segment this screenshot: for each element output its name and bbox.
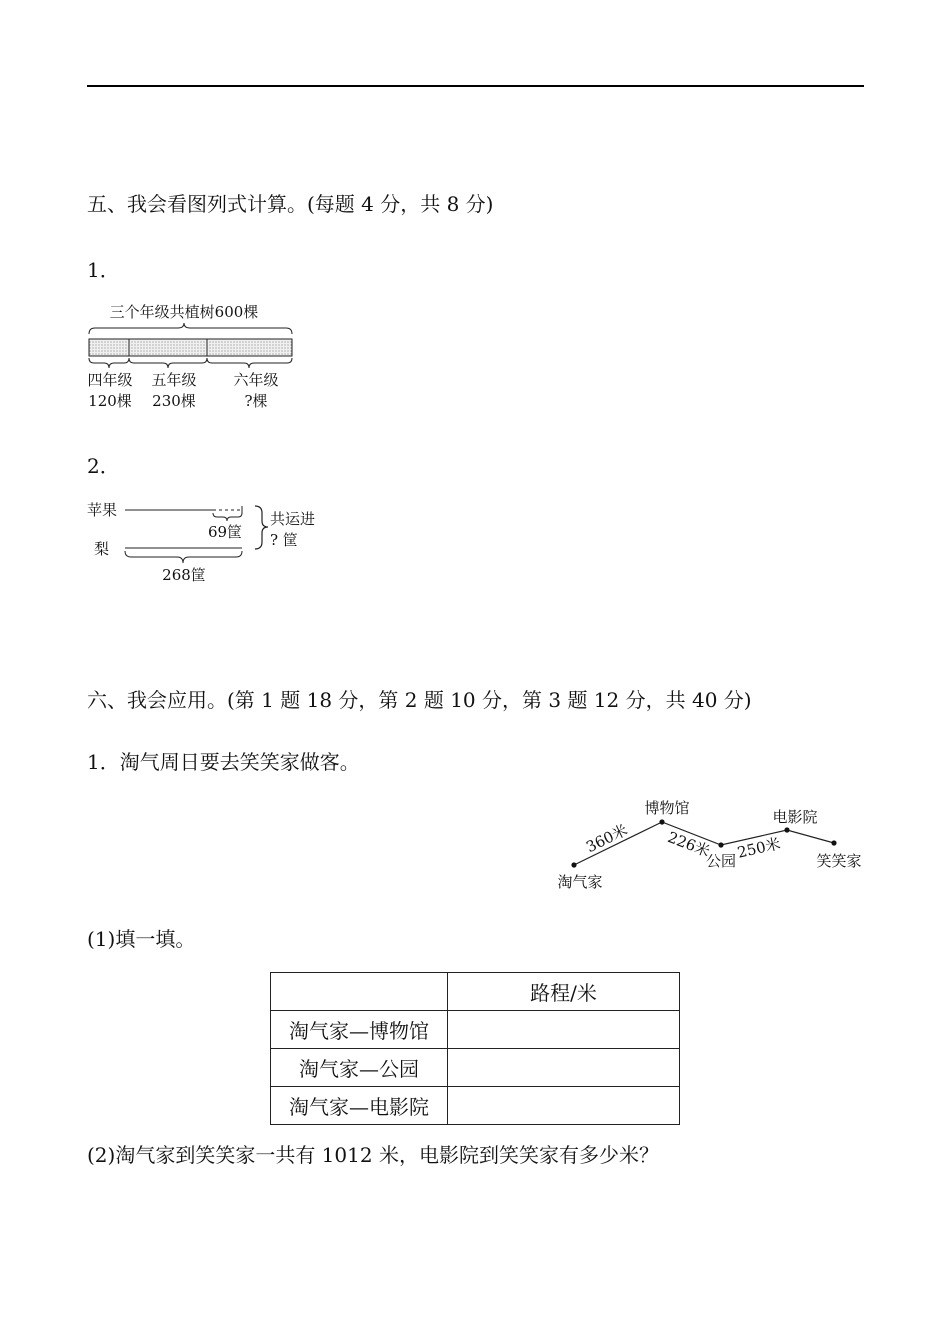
total-trees-label: 三个年级共植树600棵 xyxy=(109,303,259,321)
distance-360: 360米 xyxy=(583,820,631,857)
bar-grade6 xyxy=(207,339,292,356)
part1-label: (1)填一填。 xyxy=(87,927,196,951)
sum-label-line1: 共运进 xyxy=(270,510,316,528)
part2-question: (2)淘气家到笑笑家一共有 1012 米，电影院到笑笑家有多少米？ xyxy=(87,1143,659,1167)
diff-brace xyxy=(213,513,242,521)
sum-label-line2: ? 筐 xyxy=(270,531,298,549)
table-header-blank xyxy=(271,973,448,1011)
table-row xyxy=(271,1011,680,1049)
grade6-name: 六年级 xyxy=(233,371,279,389)
table-header-row xyxy=(271,973,680,1011)
answer-cell-cinema[interactable] xyxy=(448,1087,680,1125)
bar-grade4 xyxy=(89,339,129,356)
grade5-value: 230棵 xyxy=(152,392,196,410)
fruit-diagram xyxy=(80,496,340,592)
total-brace xyxy=(89,323,292,334)
place-taoqi-home: 淘气家 xyxy=(557,873,603,891)
q2-number: 2． xyxy=(87,454,120,478)
distance-226: 226米 xyxy=(665,828,713,861)
museum-dot xyxy=(659,819,664,824)
row-label-park: 淘气家—公园 xyxy=(271,1049,448,1087)
section6-heading: 六、我会应用。(第 1 题 18 分，第 2 题 10 分，第 3 题 12 分，共 40 分) xyxy=(87,688,752,712)
route-map xyxy=(540,792,870,896)
answer-cell-museum[interactable] xyxy=(448,1011,680,1049)
brace-grade6 xyxy=(207,358,292,368)
xiaoxiao-home-dot xyxy=(831,840,836,845)
answer-cell-park[interactable] xyxy=(448,1049,680,1087)
park-dot xyxy=(718,842,723,847)
place-park: 公园 xyxy=(705,852,737,870)
section5-heading: 五、我会看图列式计算。(每题 4 分，共 8 分) xyxy=(87,192,494,216)
grade5-name: 五年级 xyxy=(151,371,197,389)
grade4-value: 120棵 xyxy=(88,392,132,410)
table-header-distance: 路程/米 xyxy=(448,973,680,1011)
bar-grade5 xyxy=(129,339,207,356)
row-label-cinema: 淘气家—电影院 xyxy=(271,1087,448,1125)
place-museum: 博物馆 xyxy=(644,799,690,817)
table-row xyxy=(271,1087,680,1125)
pear-label: 梨 xyxy=(94,540,110,558)
q1-number: 1． xyxy=(87,258,120,282)
sum-brace xyxy=(255,506,268,549)
tree-planting-diagram xyxy=(80,296,300,416)
q6-1-text: 1．淘气周日要去笑笑家做客。 xyxy=(87,750,360,774)
place-xiaoxiao-home: 笑笑家 xyxy=(816,852,862,870)
distance-table xyxy=(270,972,680,1125)
pear-total-label: 268筐 xyxy=(162,566,206,584)
pear-brace xyxy=(125,551,242,563)
brace-grade5 xyxy=(129,358,207,368)
apple-label: 苹果 xyxy=(87,501,118,519)
grade4-name: 四年级 xyxy=(87,371,133,389)
brace-grade4 xyxy=(89,358,129,368)
row-label-museum: 淘气家—博物馆 xyxy=(271,1011,448,1049)
place-cinema: 电影院 xyxy=(772,808,818,826)
cinema-dot xyxy=(784,827,789,832)
grade6-value: ?棵 xyxy=(244,392,268,410)
diff-label: 69筐 xyxy=(207,523,243,541)
header-rule xyxy=(87,85,864,87)
distance-250: 250米 xyxy=(735,834,783,862)
table-row xyxy=(271,1049,680,1087)
taoqi-home-dot xyxy=(571,862,576,867)
